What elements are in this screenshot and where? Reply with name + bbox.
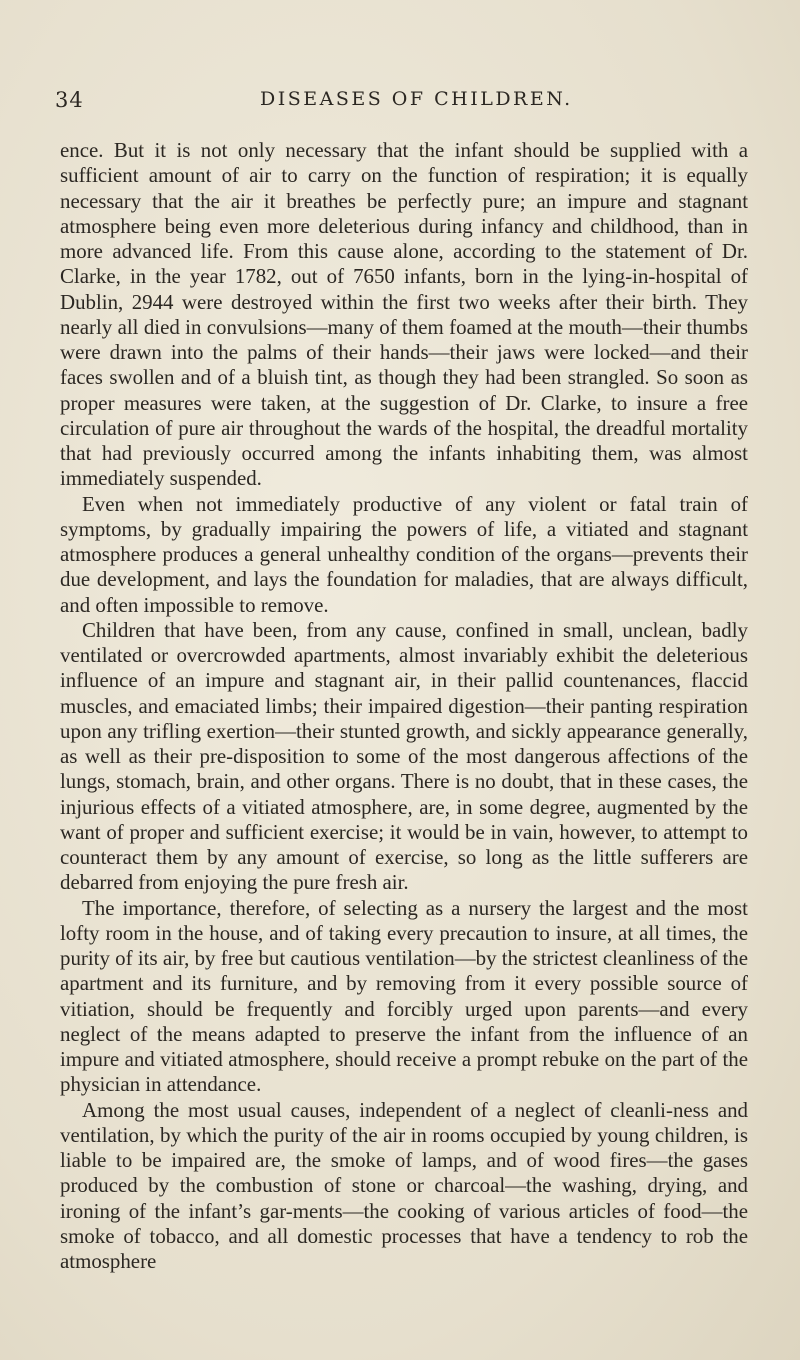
paragraph-4: The importance, therefore, of selecting as a nursery the largest and the most lofty room in the house, and of taking every precaution to insure, at all times, the purity of its air, by free but cautious ventilation—by the strictest cleanliness of the apartment and its furniture, and by removing from it every possible source of vitiation, should be frequently and forcibly urged upon parents—and every neglect of the means adapted to preserve the infant from the influence of an impure and vitiated atmosphere, should receive a prompt rebuke on the part of the physician in attendance. — [60, 895, 748, 1097]
paragraph-2: Even when not immediately productive of any violent or fatal train of symptoms, by gradually impairing the powers of life, a vitiated and stagnant atmosphere produces a general unhealthy condition of the organs—prevents their due development, and lays the foundation for maladies, that are always difficult, and often impossible to remove. — [60, 491, 748, 617]
page-header — [55, 88, 740, 118]
paragraph-1: ence. But it is not only necessary that the infant should be supplied with a sufficient amount of air to carry on the function of respiration; it is equally necessary that the air it breathes be perfectly pure; an impure and stagnant atmosphere being even more deleterious during infancy and childhood, than in more advanced life. From this cause alone, according to the statement of Dr. Clarke, in the year 1782, out of 7650 infants, born in the lying-in-hospital of Dublin, 2944 were destroyed within the first two weeks after their birth. They nearly all died in convulsions—many of them foamed at the mouth—their thumbs were drawn into the palms of their hands—their jaws were locked—and their faces swollen and of a bluish tint, as though they had been strangled. So soon as proper measures were taken, at the suggestion of Dr. Clarke, to insure a free circulation of pure air throughout the wards of the hospital, the dreadful mortality that had previously occurred among the infants inhabiting them, was almost immediately suspended. — [60, 138, 748, 491]
running-head: DISEASES OF CHILDREN. — [260, 88, 573, 110]
paragraph-5: Among the most usual causes, independent of a neglect of cleanli-ness and ventilation, by which the purity of the air in rooms occupied by young children, is liable to be impaired are, the smoke of lamps, and of wood fires—the gases produced by the combustion of stone or charcoal—the washing, drying, and ironing of the infant’s gar-ments—the cooking of various articles of food—the smoke of tobacco, and all domestic processes that have a tendency to rob the atmosphere — [60, 1097, 748, 1273]
page-number: 34 — [55, 88, 84, 112]
body-text — [60, 138, 748, 1274]
paragraph-3: Children that have been, from any cause, confined in small, unclean, badly ventilated or overcrowded apartments, almost invariably exhibit the deleterious influence of an impure and stagnant air, in their pallid countenances, flaccid muscles, and emaciated limbs; their impaired digestion—their panting respiration upon any trifling exertion—their stunted growth, and sickly appearance generally, as well as their pre-disposition to some of the most dangerous affections of the lungs, stomach, brain, and other organs. There is no doubt, that in these cases, the injurious effects of a vitiated atmosphere, are, in some degree, augmented by the want of proper and sufficient exercise; it would be in vain, however, to attempt to counteract them by any amount of exercise, so long as the little sufferers are debarred from enjoying the pure fresh air. — [60, 617, 748, 895]
